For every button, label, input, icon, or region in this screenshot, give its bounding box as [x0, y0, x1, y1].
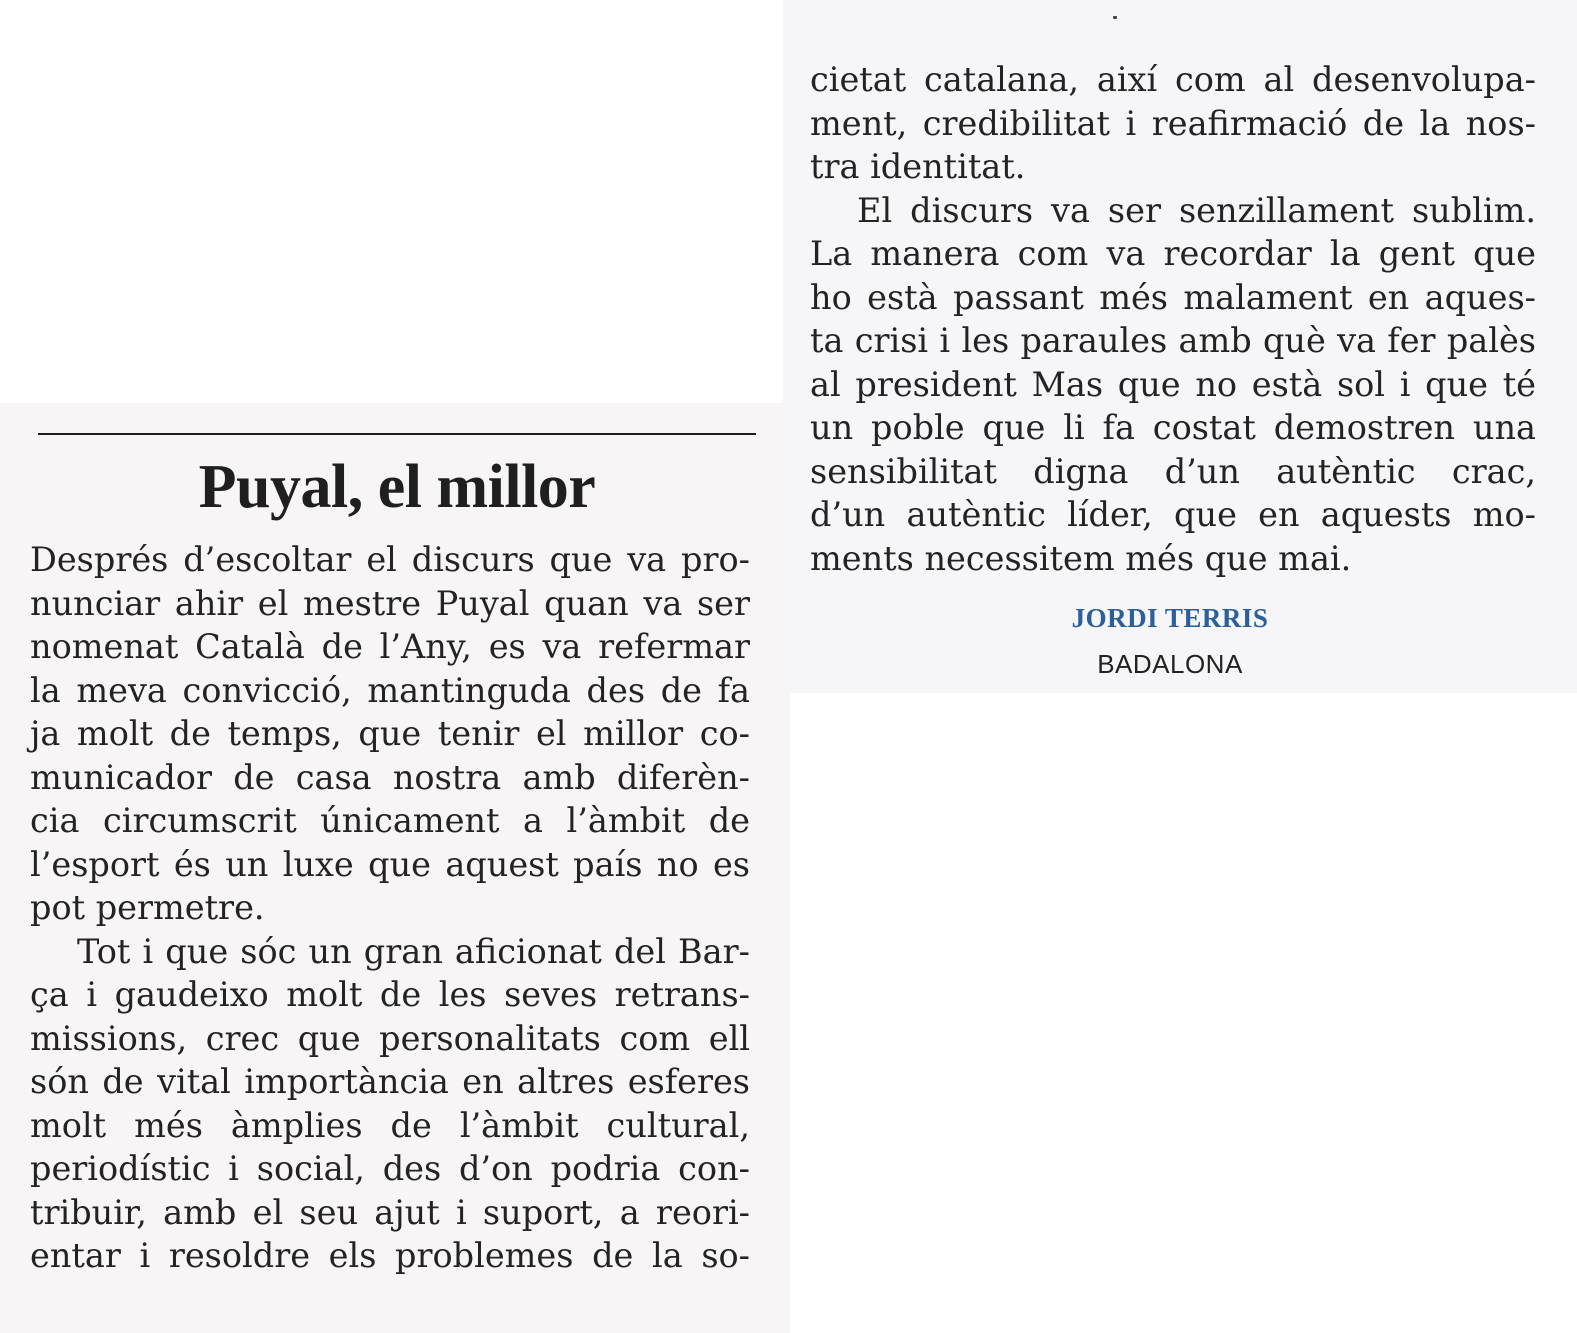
text-line: ments necessitem més que mai. [810, 538, 1352, 578]
paragraph-start-line: Tot i que sóc un gran aficionat del Bar- [77, 931, 750, 971]
text-line: nunciar ahir el mestre Puyal quan va ser [30, 583, 750, 623]
text-line: nomenat Català de l’Any, es va refermar [30, 627, 750, 666]
left-column [30, 538, 750, 1278]
print-speck [1113, 16, 1117, 19]
text-line: d’un autèntic líder, que en aquests mo- [810, 495, 1536, 534]
text-line: ja molt de temps, que tenir el millor co- [30, 714, 750, 753]
text-line: ta crisi i les paraules amb què va fer palès [810, 321, 1536, 360]
text-line: molt més àmplies de l’àmbit cultural, [30, 1105, 750, 1145]
right-column [810, 58, 1536, 580]
text-line: entar i resoldre els problemes de la so- [30, 1236, 750, 1275]
text-line: sensibilitat digna d’un autèntic crac, [810, 451, 1536, 491]
text-line: ment, credibilitat i reafirmació de la nos- [810, 103, 1536, 143]
text-line: l’esport és un luxe que aquest país no es [30, 844, 750, 884]
text-line: tra identitat. [810, 147, 1026, 186]
paragraph-start-line: El discurs va ser senzillament sublim. [857, 190, 1536, 230]
text-line: cietat catalana, així com al desenvolupa- [810, 60, 1536, 99]
text-line: la meva convicció, mantinguda des de fa [30, 670, 750, 710]
text-line: un poble que li fa costat demostren una [810, 408, 1536, 447]
text-line: municador de casa nostra amb diferèn- [30, 757, 750, 797]
author-name: JORDI TERRIS [1071, 603, 1269, 633]
text-line: ça i gaudeixo molt de les seves retrans- [30, 975, 750, 1014]
text-line: Després d’escoltar el discurs que va pro- [30, 540, 750, 579]
text-line: són de vital importància en altres esferes [30, 1062, 750, 1101]
text-line: tribuir, amb el seu ajut i suport, a reori- [30, 1192, 750, 1232]
text-line: periodístic i social, des d’on podria con- [30, 1149, 750, 1188]
headline-rule [38, 433, 756, 435]
author-city: BADALONA [1097, 649, 1243, 679]
text-line: cia circumscrit únicament a l’àmbit de [30, 801, 750, 840]
text-line: ho està passant més malament en aques- [810, 277, 1536, 317]
text-line: missions, crec que personalitats com ell [30, 1018, 750, 1058]
text-line: al president Mas que no està sol i que té [810, 364, 1536, 404]
article-headline: Puyal, el millor [198, 453, 596, 521]
text-line: pot permetre. [30, 888, 265, 927]
text-line: La manera com va recordar la gent que [810, 234, 1536, 273]
